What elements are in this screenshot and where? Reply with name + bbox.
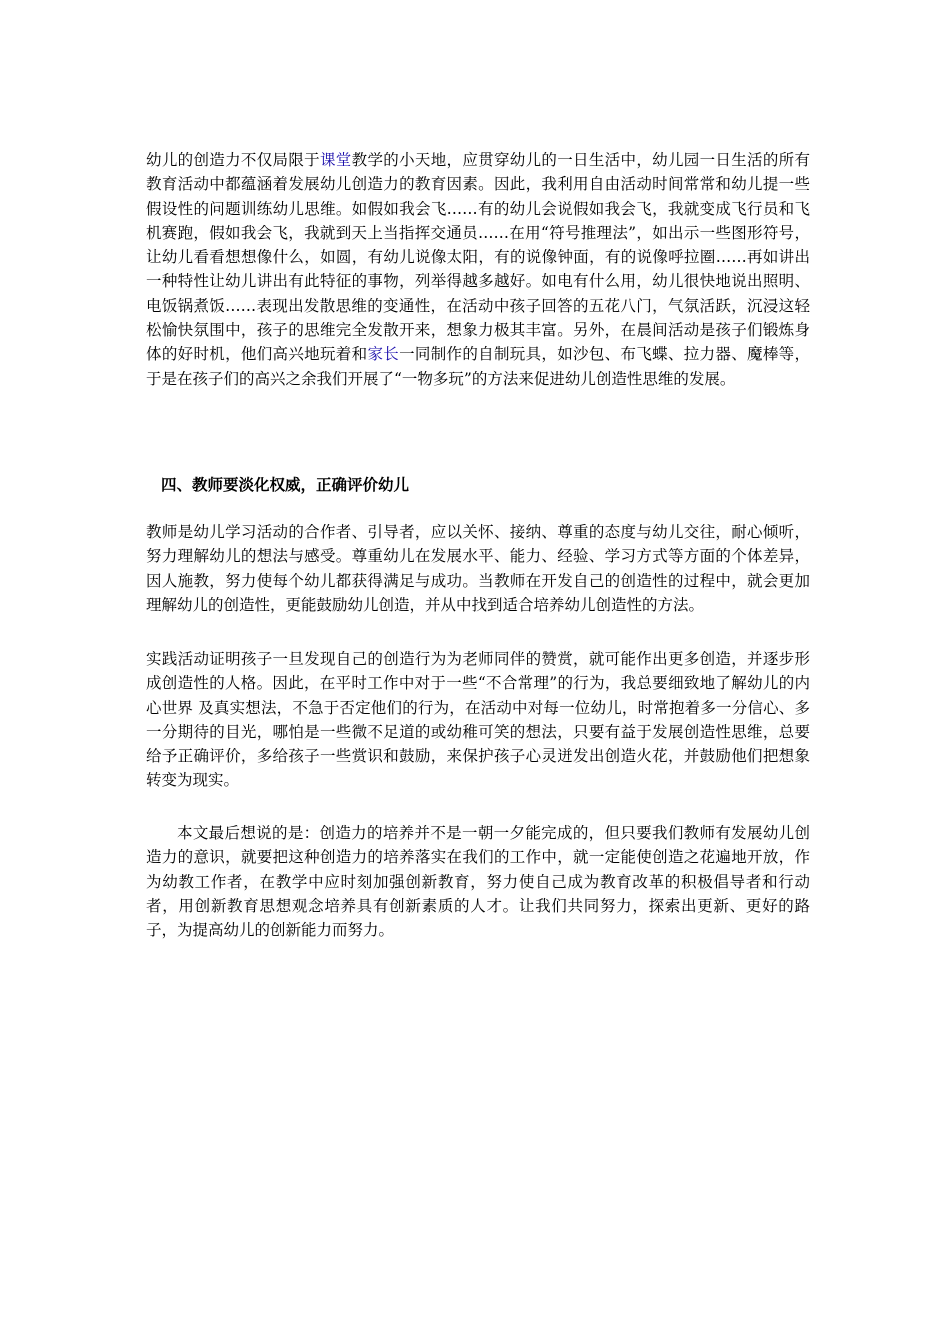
paragraph-text: 一同制作的自制玩具，如沙包、布飞蝶、拉力器、魔棒等，于是在孩子们的高兴之余我们开展了“一物多玩”的方法来促进幼儿创造性思维的发展。	[146, 345, 810, 388]
paragraph-conclusion: 本文最后想说的是：创造力的培养并不是一朝一夕能完成的，但只要我们教师有发展幼儿创造力的意识，就要把这种创造力的培养落实在我们的工作中，就一定能使创造之花遍地开放，作为幼教工作者，在教学中应时刻加强创新教育，努力使自己成为教育改革的积极倡导者和行动者，用创新教育思想观念培养具有创新素质的人才。让我们共同努力，探索出更新、更好的路子，为提高幼儿的创新能力而努力。	[146, 824, 810, 940]
paragraph-text: 教学的小天地，应贯穿幼儿的一日生活中，幼儿园一日生活的所有教育活动中都蕴涵着发展幼儿创造力的教育因素。因此，我利用自由活动时间常常和幼儿提一些假设性的问题训练幼儿思维。如假如我会飞……有的幼儿会说假如我会飞，我就变成飞行员和飞机赛跑，假如我会飞，我就到天上当指挥交通员……在用“符号推理法”，如出示一些图形符号，让幼儿看看想想像什么，如圆，有幼儿说像太阳，有的说像钟面，有的说像呼拉圈……再如讲出一种特性让幼儿讲出有此特征的事物，列举得越多越好。如电有什么用，幼儿很快地说出照明、电饭锅煮饭……表现出发散思维的变通性，在活动中孩子回答的五花八门，气氛活跃，沉浸这轻松愉快氛围中，孩子的思维完全发散开来，想象力极其丰富。另外，在晨间活动是孩子们锻炼身体的好时机，他们高兴地玩着和	[146, 151, 810, 364]
paragraph-text: 幼儿的创造力不仅局限于	[146, 151, 320, 169]
section-heading: 四、教师要淡化权威，正确评价幼儿	[161, 476, 410, 494]
paragraph-teacher-role: 教师是幼儿学习活动的合作者、引导者，应以关怀、接纳、尊重的态度与幼儿交往，耐心倾听，努力理解幼儿的想法与感受。尊重幼儿在发展水平、能力、经验、学习方式等方面的个体差异，因人施教，努力使每个幼儿都获得满足与成功。当教师在开发自己的创造性的过程中，就会更加理解幼儿的创造性，更能鼓励幼儿创造，并从中找到适合培养幼儿创造性的方法。	[146, 523, 810, 614]
paragraph-creativity-daily-life	[146, 148, 810, 391]
link-parents[interactable]: 家长	[367, 345, 400, 364]
paragraph-practice-evidence: 实践活动证明孩子一旦发现自己的创造行为为老师同伴的赞赏，就可能作出更多创造，并逐步形成创造性的人格。因此，在平时工作中对于一些“不合常理”的行为，我总要细致地了解幼儿的内心世界 及真实想法，不急于否定他们的行为，在活动中对每一位幼儿，时常抱着多一分信心、多一分期待的目光，哪怕是一些微不足道的或幼稚可笑的想法，只要有益于发展创造性思维，总要给予正确评价，多给孩子一些赏识和鼓励，来保护孩子心灵迸发出创造火花，并鼓励他们把想象转变为现实。	[146, 650, 810, 790]
link-classroom[interactable]: 课堂	[319, 151, 352, 169]
